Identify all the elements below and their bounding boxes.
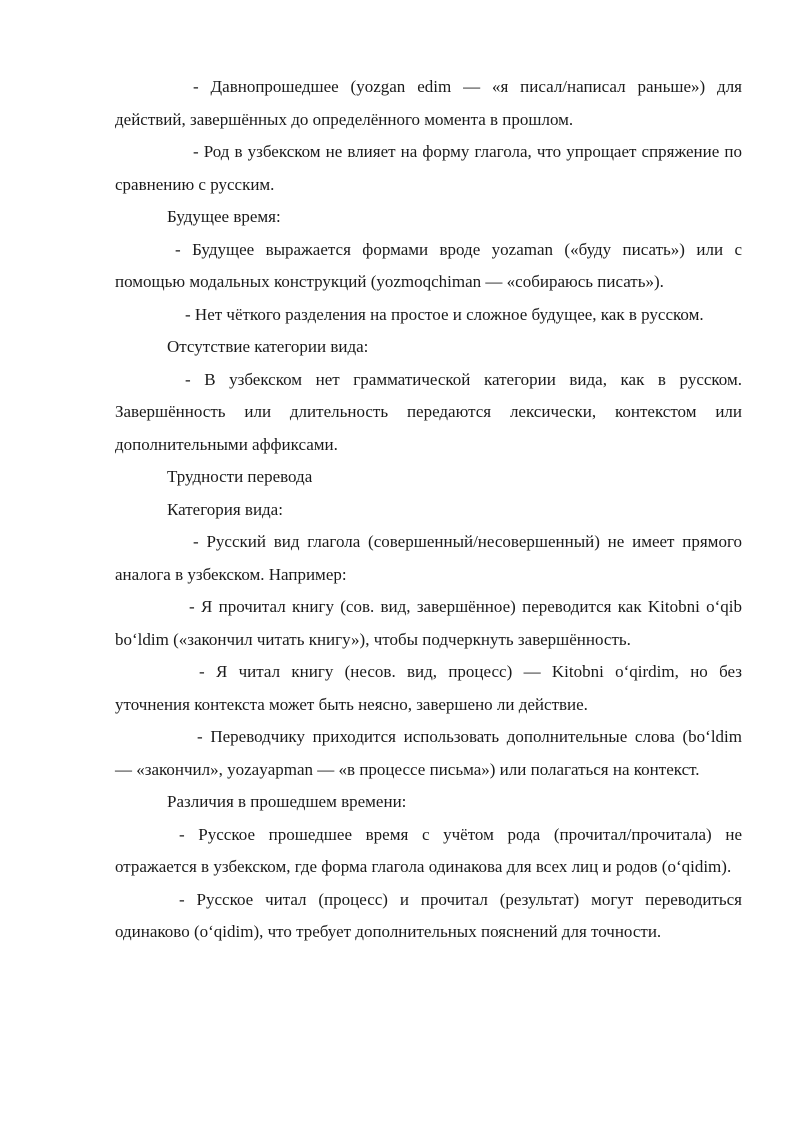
heading-no-aspect: Отсутствие категории вида: xyxy=(167,337,369,356)
heading-translation-difficulties: Трудности перевода xyxy=(167,467,313,486)
paragraph-future-no-split: - Нет чёткого разделения на простое и сложное будущее, как в русском. xyxy=(185,304,704,324)
paragraph-past-gender: - Русское прошедшее время с учётом рода (прочитал/прочитала) не отражается в узбекском, где форма глагола одинакова для всех лиц и родов (oʻqidim). xyxy=(115,824,742,876)
paragraph-no-aspect: - В узбекском нет грамматической категории вида, как в русском. Завершённость или длительность передаются лексически, контекстом или дополнительными аффиксами. xyxy=(115,369,742,454)
document-body xyxy=(115,71,742,949)
paragraph-translator-words: - Переводчику приходится использовать дополнительные слова (boʻldim — «закончил», yozayapman — «в процессе письма») или полагаться на контекст. xyxy=(115,727,742,779)
heading-aspect-category: Категория вида: xyxy=(167,499,283,519)
paragraph-past-process-result: - Русское читал (процесс) и прочитал (результат) могут переводиться одинаково (oʻqidim), что требует дополнительных пояснений для точности. xyxy=(115,889,742,941)
paragraph-example-perfective: - Я прочитал книгу (сов. вид, завершённое) переводится как Kitobni oʻqib boʻldim («закончил читать книгу»), чтобы подчеркнуть завершённость. xyxy=(115,597,742,649)
paragraph-example-imperfective: - Я читал книгу (несов. вид, процесс) — Kitobni oʻqirdim, но без уточнения контекста может быть неясно, завершено ли действие. xyxy=(115,662,742,714)
paragraph-gender-note: - Род в узбекском не влияет на форму глагола, что упрощает спряжение по сравнению с русским. xyxy=(115,142,742,194)
paragraph-russian-aspect: - Русский вид глагола (совершенный/несовершенный) не имеет прямого аналога в узбекском. Например: xyxy=(115,532,742,584)
heading-future-tense: Будущее время: xyxy=(167,207,281,226)
paragraph-future-forms: - Будущее выражается формами вроде yozaman («буду писать») или с помощью модальных конструкций (yozmoqchiman — «собираюсь писать»). xyxy=(115,239,742,291)
paragraph-pluperfect: - Давнопрошедшее (yozgan edim — «я писал/написал раньше») для действий, завершённых до определённого момента в прошлом. xyxy=(115,77,742,129)
heading-past-tense-differences: Различия в прошедшем времени: xyxy=(167,792,407,811)
